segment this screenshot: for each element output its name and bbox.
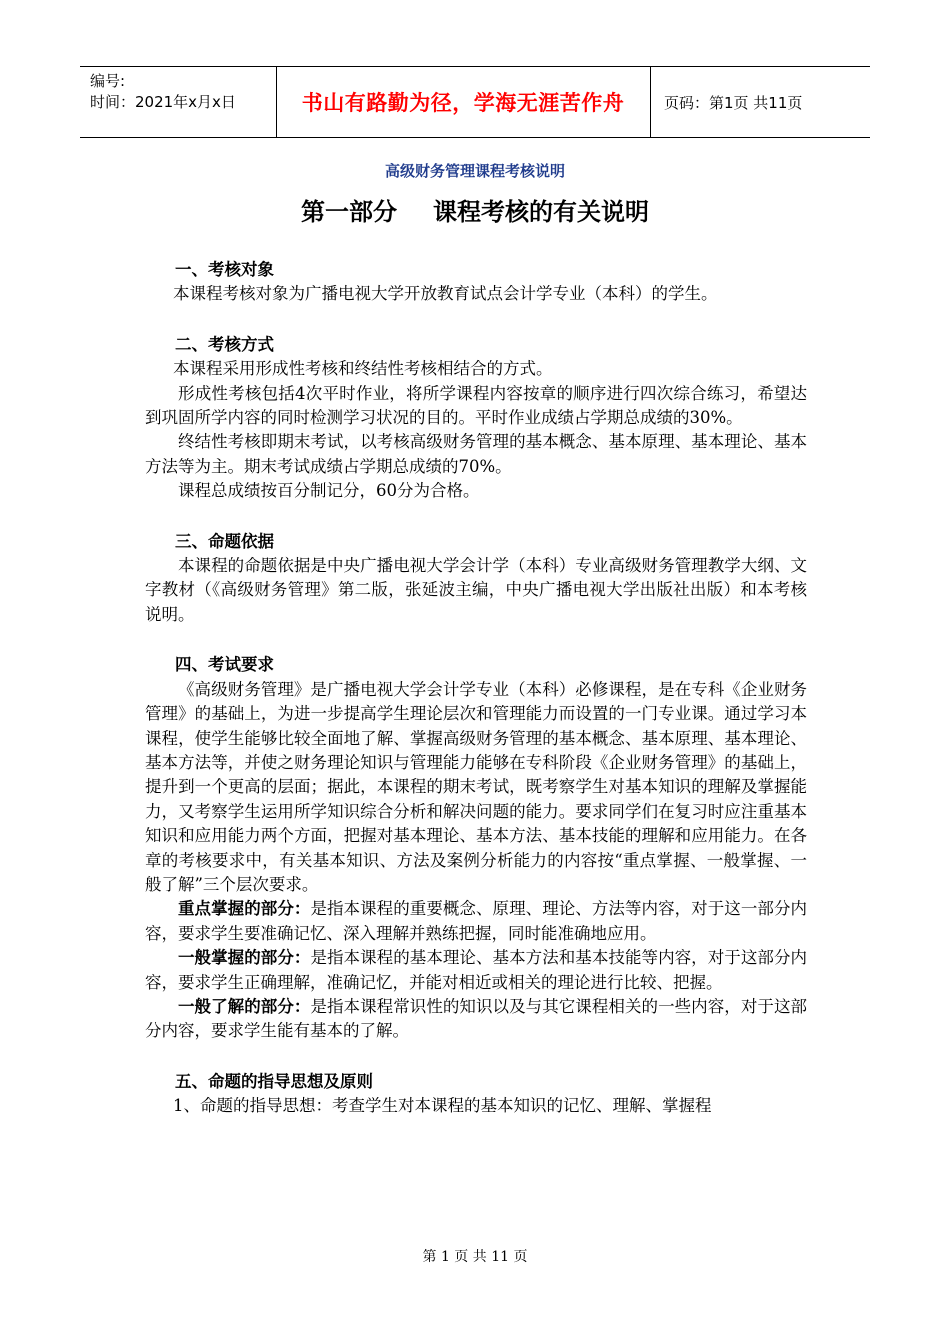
paragraph: 1、命题的指导思想：考查学生对本课程的基本知识的记忆、理解、掌握程 — [173, 1096, 712, 1116]
code-label: 编号: — [90, 72, 126, 90]
section-heading: 一、考核对象 — [175, 260, 274, 279]
paragraph-general-mastery — [145, 946, 807, 995]
section-heading: 二、考核方式 — [175, 334, 274, 354]
header-divider — [650, 67, 651, 137]
paragraph: 本课程考核对象为广播电视大学开放教育试点会计学专业（本科）的学生。 — [173, 284, 718, 304]
part-number: 第一部分 — [301, 198, 397, 226]
header-motto: 书山有路勤为径，学海无涯苦作舟 — [301, 91, 625, 115]
paragraph: 课程总成绩按百分制记分，60分为合格。 — [178, 481, 480, 501]
general-mastery-text: 是指本课程的基本理论、基本方法和基本技能等内容，对于这部分内容，要求学生正确理解，准确记忆，并能对相近或相关的理论进行比较、把握。 — [145, 948, 808, 992]
key-mastery-label: 重点掌握的部分： — [178, 899, 311, 919]
document-header — [80, 66, 870, 138]
paragraph: 《高级财务管理》是广播电视大学会计学专业（本科）必修课程，是在专科《企业财务管理》的基础上，为进一步提高学生理论层次和管理能力而设置的一门专业课。通过学习本课程，使学生能够比较全面地了解、掌握高级财务管理的基本概念、基本原理、基本理论、基本方法等，并使之财务理论知识与管理能力能够在专科阶段《企业财务管理》的基础上，提升到一个更高的层面；据此，本课程的期末考试，既考察学生对基本知识的理解及掌握能力，又考察学生运用所学知识综合分析和解决问题的能力。要求同学们在复习时应注重基本知识和应用能力两个方面，把握对基本理论、基本方法、基本技能的理解和应用能力。在各章的考核要求中，有关基本知识、方法及案例分析能力的内容按“重点掌握、一般掌握、一般了解”三个层次要求。 — [145, 679, 807, 894]
paragraph: 本课程的命题依据是中央广播电视大学会计学（本科）专业高级财务管理教学大纲、文字教材（《高级财务管理》第二版，张延波主编，中央广播电视大学出版社出版）和本考核说明。 — [145, 556, 807, 624]
part-name: 课程考核的有关说明 — [433, 198, 649, 226]
paragraph-general-awareness — [145, 995, 807, 1044]
document-body — [145, 258, 807, 1119]
header-meta — [90, 71, 268, 113]
paragraph: 本课程采用形成性考核和终结性考核相结合的方式。 — [173, 359, 553, 379]
page-footer: 第 1 页 共 11 页 — [422, 1249, 528, 1265]
date-label: 时间：2021年x月x日 — [90, 93, 236, 111]
paragraph: 终结性考核即期末考试，以考核高级财务管理的基本概念、基本原理、基本理论、基本方法等为主。期末考试成绩占学期总成绩的70%。 — [145, 432, 807, 476]
general-awareness-text: 是指本课程常识性的知识以及与其它课程相关的一些内容，对于这部分内容，要求学生能有基本的了解。 — [145, 996, 808, 1041]
part-title — [0, 192, 950, 227]
document-title: 高级财务管理课程考核说明 — [384, 162, 565, 180]
general-awareness-label: 一般了解的部分： — [178, 996, 311, 1016]
section-heading: 五、命题的指导思想及原则 — [175, 1071, 373, 1091]
paragraph-key-mastery — [145, 897, 807, 946]
general-mastery-label: 一般掌握的部分： — [178, 948, 311, 968]
section-heading: 四、考试要求 — [175, 655, 274, 675]
page-indicator: 页码：第1页 共11页 — [664, 93, 803, 112]
section-heading: 三、命题依据 — [175, 531, 274, 551]
key-mastery-text: 是指本课程的重要概念、原理、理论、方法等内容，对于这一部分内容，要求学生要准确记忆、深入理解并熟练把握，同时能准确地应用。 — [145, 899, 808, 943]
paragraph: 形成性考核包括4次平时作业，将所学课程内容按章的顺序进行四次综合练习，希望达到巩固所学内容的同时检测学习状况的目的。平时作业成绩占学期总成绩的30%。 — [145, 383, 807, 428]
